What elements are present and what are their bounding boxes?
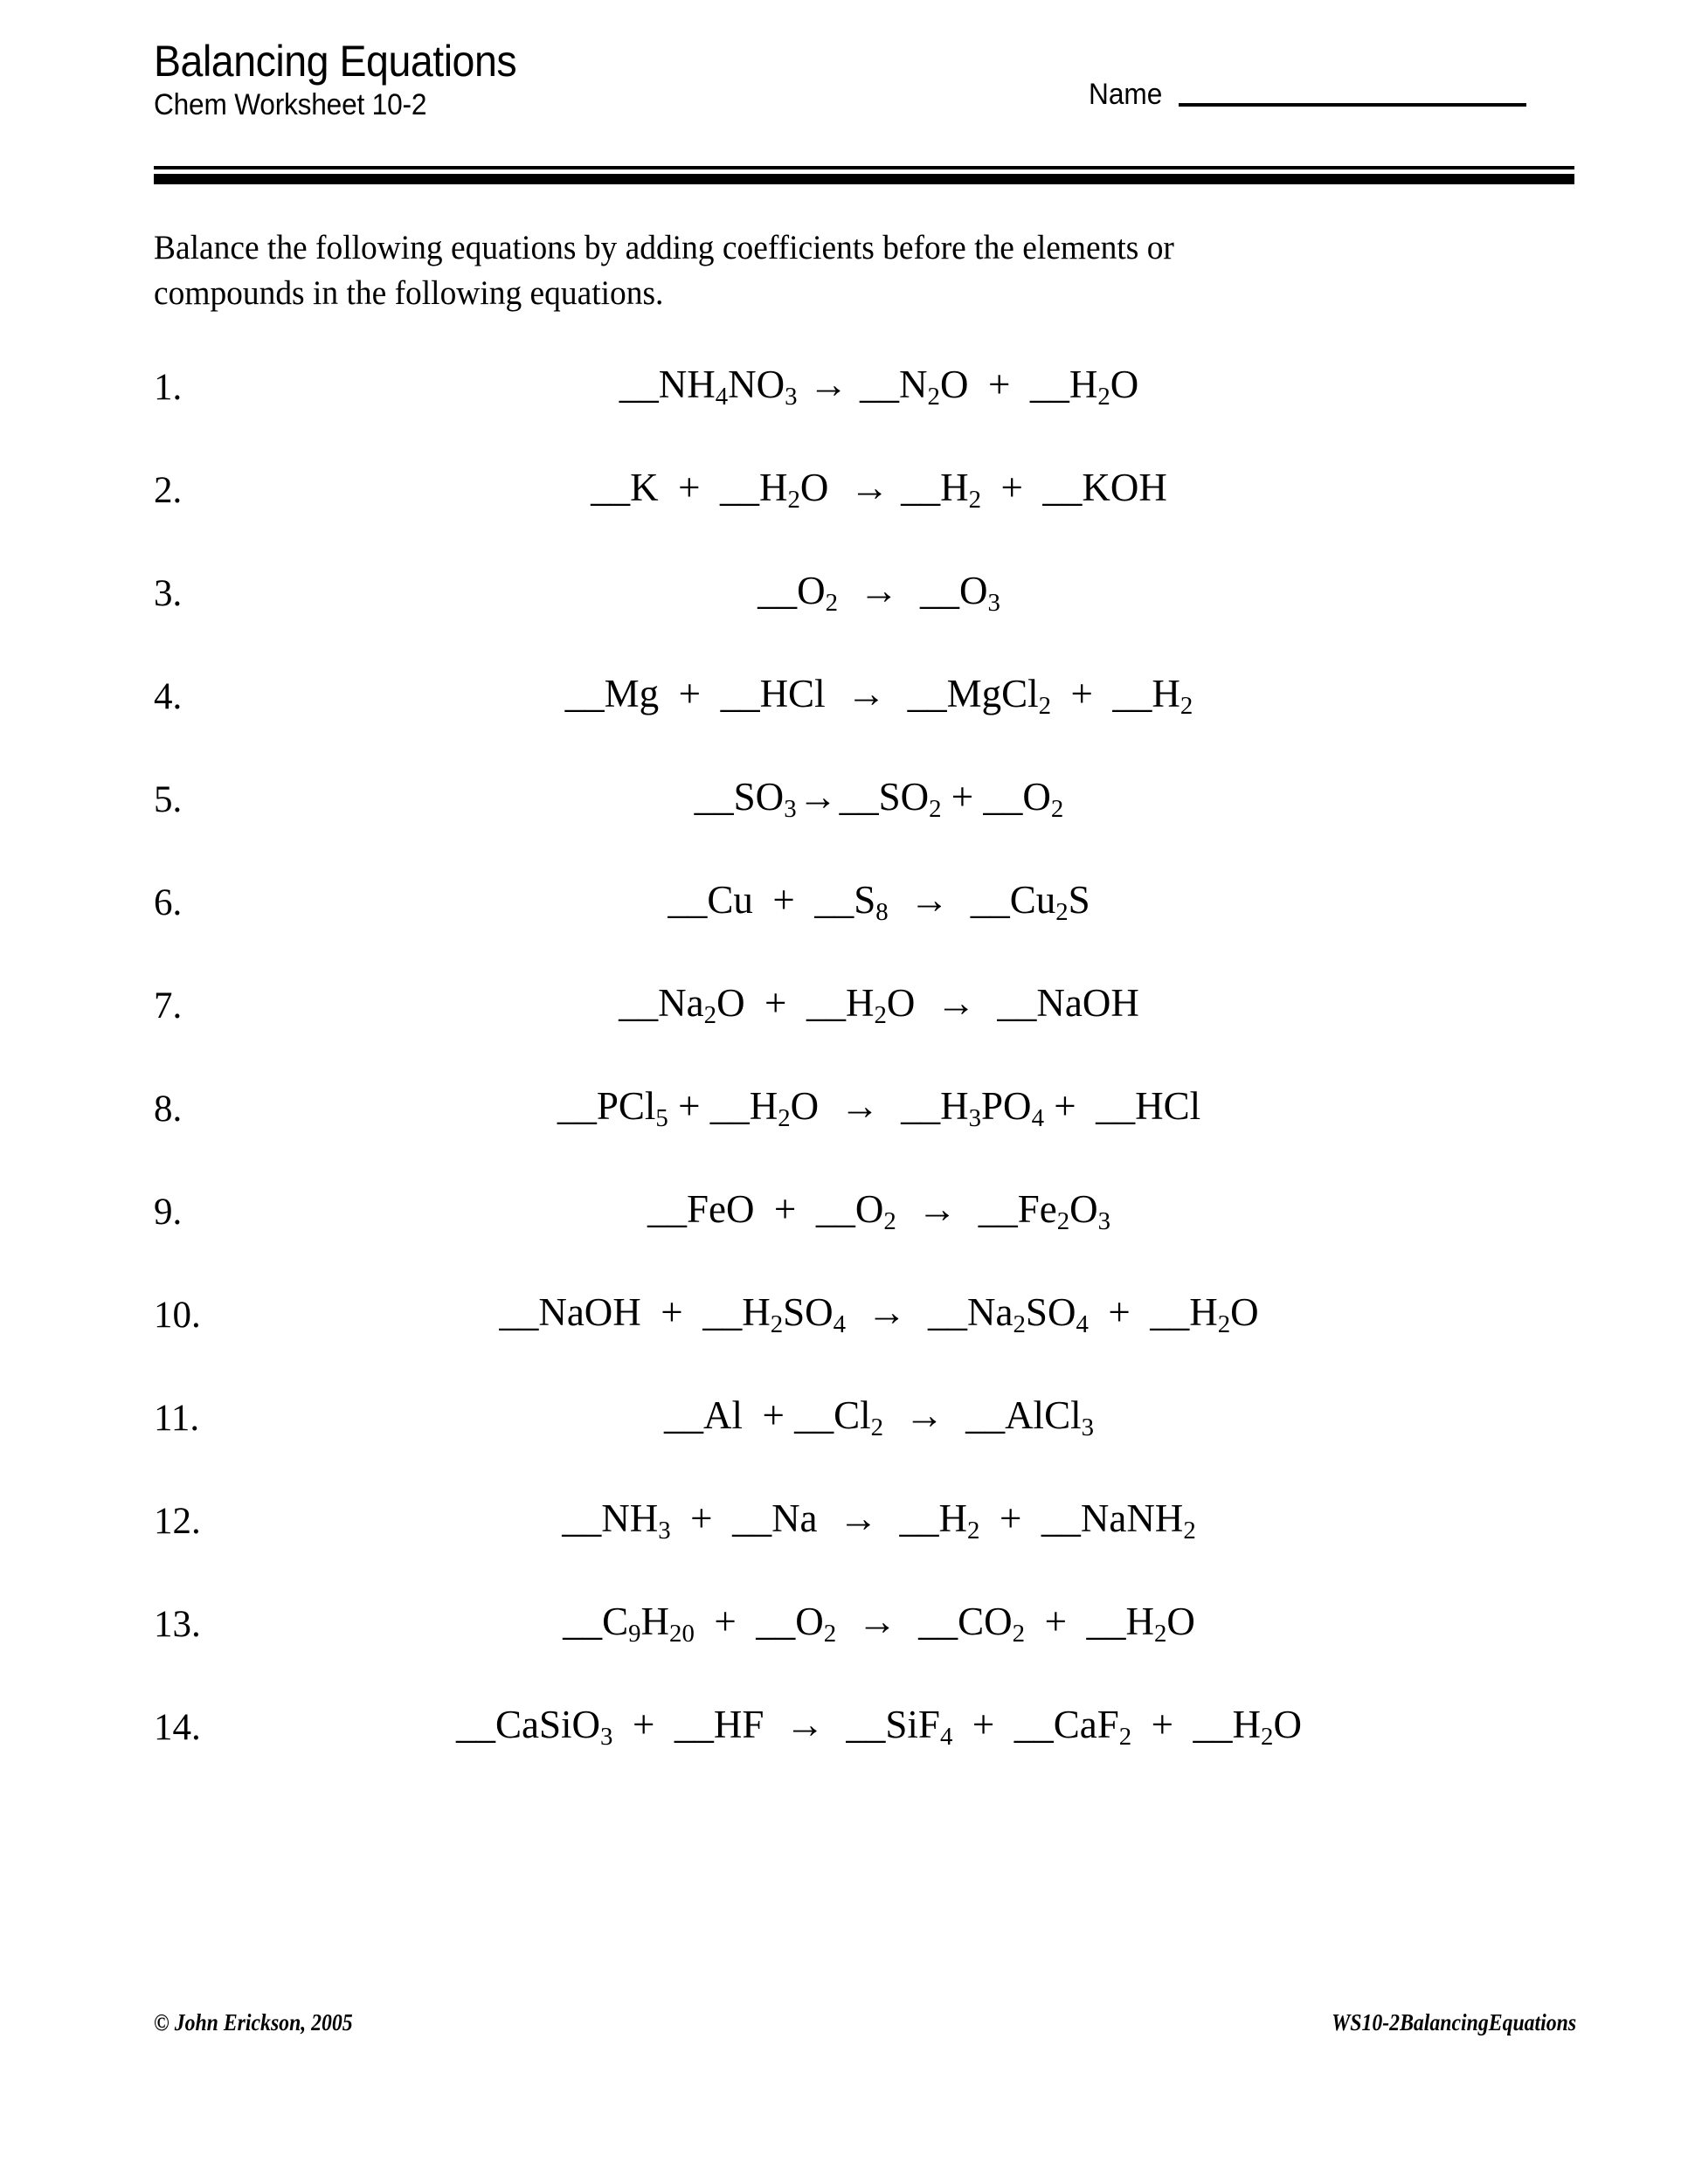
name-field-block [1089,79,1526,110]
equation-row [154,1690,1578,1793]
equation-row [154,1586,1578,1690]
equation-row [154,1071,1578,1174]
instructions-line-1: Balance the following equations by adding coefficients before the elements or [154,229,1174,266]
equation-expression[interactable]: $\_\_C_9H_{20}$ + $\_\_O_2$ → $\_\_CO_2$ + $\_\_H_2O$ [563,1600,1195,1648]
equation-expression[interactable]: __CaSiO$_3$ + __HF → __SiF$_4$ + __CaF$_2$ + $\_\_H_2O$ [456,1703,1302,1752]
equation-row [154,1483,1578,1586]
name-input-line[interactable] [1179,103,1526,107]
equation-row [154,762,1578,865]
page-title: Balancing Equations [154,37,517,86]
page-subtitle: Chem Worksheet 10-2 [154,88,427,121]
divider-thick-line [154,174,1574,184]
equation-row [154,968,1578,1071]
equation-list [154,349,1578,1793]
equation-expression[interactable]: $\_\_SO_3\to\_\_SO_2$ + $\_\_O_2$ [694,775,1064,824]
equation-number: 3. [154,573,183,614]
page-footer [154,2009,1576,2036]
equation-row [154,1277,1578,1380]
equation-number: 6. [154,882,183,923]
equation-row [154,556,1578,659]
equation-number: 8. [154,1089,183,1130]
page-header [154,37,1576,168]
equation-expression[interactable]: $\_\_NH_4NO_3$ → $\_\_N_2O$ + $\_\_H_2O$ [619,363,1139,411]
equation-row [154,1380,1578,1483]
equation-number: 2. [154,470,183,511]
header-title-block [154,37,543,122]
equation-row [154,349,1578,453]
equation-expression[interactable]: __FeO + $\_\_O_2$ → $\_\_Fe_2O_3$ [647,1187,1111,1236]
equation-number: 4. [154,676,183,717]
equation-number: 7. [154,985,183,1026]
equation-number: 12. [154,1501,201,1542]
equation-number: 13. [154,1604,201,1645]
equation-row [154,659,1578,762]
equation-row [154,1174,1578,1277]
equation-expression[interactable]: __PCl$_5$ + $\_\_H_2O$ → $\_\_H_3PO_4$ + __HCl [557,1084,1201,1133]
equation-number: 14. [154,1707,201,1748]
header-divider [154,166,1574,180]
equation-expression[interactable]: $\_\_NH_3$ + __Na → $\_\_H_2$ + __NaNH$_2$ [562,1496,1196,1545]
equation-row [154,453,1578,556]
equation-expression[interactable]: __K + $\_\_H_2O$ → $\_\_H_2$ + __KOH [591,466,1167,515]
equation-number: 10. [154,1295,201,1336]
instructions-line-2: compounds in the following equations. [154,274,664,312]
instructions [154,225,1394,316]
equation-expression[interactable]: __Al + $\_\_Cl_2$ → __AlCl$_3$ [663,1393,1094,1442]
equation-number: 11. [154,1398,200,1439]
copyright-notice: © John Erickson, 2005 [154,2009,353,2035]
equation-expression[interactable]: $\_\_O_2$ → $\_\_O_3$ [758,569,1000,618]
equation-number: 5. [154,779,183,820]
equation-expression[interactable]: __NaOH + $\_\_H_2SO_4$ → $\_\_Na_2SO_4$ + $\_\_H_2O$ [499,1290,1259,1339]
equation-row [154,865,1578,968]
equation-expression[interactable]: $\_\_Na_2O$ + $\_\_H_2O$ → __NaOH [619,981,1139,1030]
worksheet-file-code: WS10-2BalancingEquations [1332,2009,1576,2035]
equation-number: 1. [154,367,183,408]
name-label: Name [1089,78,1163,111]
equation-expression[interactable]: __Mg + __HCl → __MgCl$_2$ + $\_\_H_2$ [564,672,1193,721]
equation-expression[interactable]: __Cu + $\_\_S_8$ → $\_\_Cu_2S$ [668,878,1090,927]
equation-number: 9. [154,1192,183,1233]
